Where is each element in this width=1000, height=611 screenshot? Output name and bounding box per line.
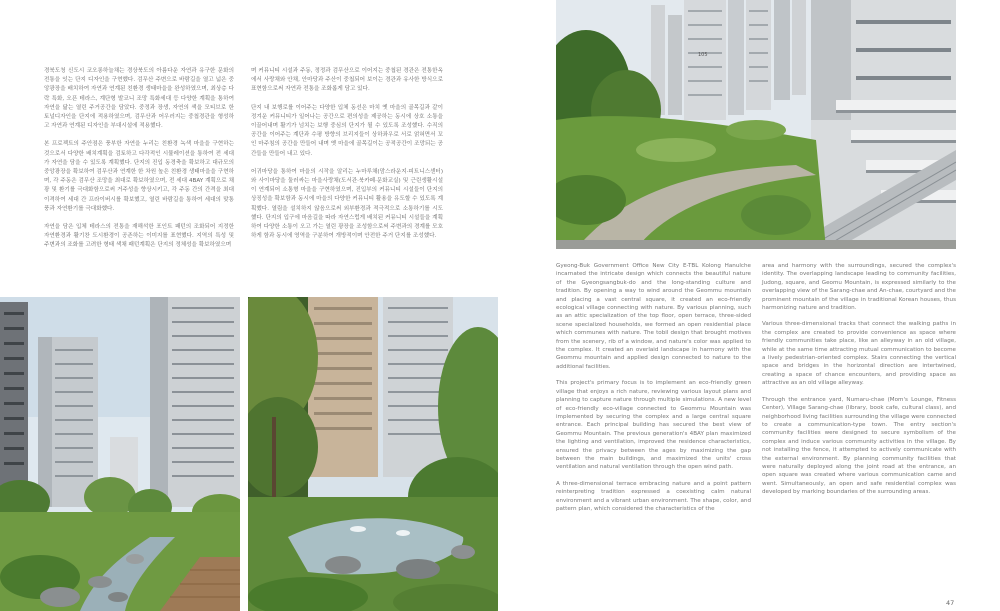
building-number-label: 105 (698, 52, 708, 58)
korean-paragraph: 경북도청 신도시 코오롱하늘채는 경상북도의 아름다운 자연과 유구한 문화의 전통을 잇는 단지 디자인을 구현했다. 검무산 주변으로 바람길을 열고 넓은 중앙광장을 배치하여 자연과 연계된 친환경 생태마을을 완성하였으며, 최상층 다락 특화, 오픈 테라스, 계단형 발코니 조망 특화세대 등 다양한 계획을 통하여 자연을 닮는 열린 주거공간을 담았다. 중정과 장생, 자연의 색을 모티브로 한 토널디자인을 단지에 적용하였으며, 검무산과 어우러지는 중첩경관을 형성하고 자연과 연계된 디자인을 부대시설에 적용했다. (44, 68, 234, 130)
english-paragraph: This project's primary focus is to implement an eco-friendly green village that enjoys a rich nature, reviewing various layout plans and planning to capture nature through multiple simulations. A new level of eco-friendly eco-village connected to Geommu Mountain was implemented by securing the complex and a large central square entrance. Each principal building has secured the best view of Geommu Mountain. The previous generation's 4BAY plan maximized the lighting and ventilation, improved the residence characteristics, ensured the privacy between the ages by maximizing the gap between the main buildings, and maximized the units' cross ventilation and natural ventilation through the open wind path. (556, 380, 751, 471)
korean-paragraph: 어귀마당을 통하여 마을의 시작을 알리는 누마루채(맘스라운지·피트니스센터)와 사이마당을 둘러싸는 마을사랑채(도서관·북카페·문화교실) 및 근린생활시설이 연계되어 소통형 마을을 구현하였으며, 진입부의 커뮤니티 시설들이 단지의 상징성을 확보함과 동시에 마을의 다양한 커뮤니티 활용을 유도할 수 있도록 계획했다. 열림을 설치하지 않음으로써 외부환경과 적극적으로 소통하기를 시도했다. 단지의 입구에 마음길을 따라 자연스럽게 배치된 커뮤니티 시설들을 계획하여 다양한 소통이 오고 가는 열린 광장을 조성함으로써 주변과의 경계를 모호하게 함과 동시에 영역을 구분하여 개방적이며 안전한 주거 단지를 조성했다. (251, 168, 443, 240)
english-paragraph: Gyeong-Buk Government Office New City E-TBL Kolong Hanulche incarnated the intricate design which connects the beautiful nature of the Gyeongsangbuk-do and the long-standing culture and tradition. By opening a way to wind around the Geommu mountain and placing a vast central square, it created an eco-friendly ecological village connecting with nature. By various planning, such as an attic specialization of the top floor, open terrace, three-sided scene specialized households, we formed an open residential place which communes with nature. The tobil design that brought motives from the scenery, rib of a window, and nature's color was applied to the complex. It created an overlaid landscape in harmony with the Geommu mountain and applied design connected to nature to the additional facilities. (556, 263, 751, 370)
korean-paragraph: 단지 내 보행로를 이어주는 다양한 입체 동선은 마치 옛 마을의 골목길과 같이 정겨운 커뮤니티가 일어나는 공간으로 편의성을 제공하는 동시에 상호 소통을 이끌어내며 활기가 넘치는 보행 중심의 단지가 될 수 있도록 조성했다. 수직의 공간을 이어주는 계단과 수평 방향의 브리지들이 상하좌우로 서로 얽혀면서 꼬인 마주침의 공간을 만들어 내며 옛 마을에 골목길이는 공적공간이 조망되는 공간들을 만들어 내고 있다. (251, 104, 443, 157)
photo-terraced-complex (556, 0, 956, 249)
korean-paragraph: 자연을 담은 입체 테라스의 전통을 재해석한 포인트 패턴의 조화되어 지정한 자연환경과 활기찬 도시환경이 공존하는 이미지를 표현했다. 지역의 특성 및 주변과의 조화를 고려한 형태 색채 패턴계획은 단지의 정체성을 확보하였으며 (44, 224, 234, 249)
english-paragraph: Various three-dimensional tracks that connect the walking paths in the complex are created to provide convenience as space where friendly communities take place, like an alleyway in an old village, while at the same time attracting mutual communication to become a lively pedestrian-oriented complex. Stairs connecting the vertical space and bridges in the horizontal direction are intertwined, creating a space of chance encounters, and providing space as attractive as an old village alleyway. (762, 321, 956, 387)
korean-paragraph: 본 프로젝트의 주안점은 풍부한 자연을 누리는 친환경 녹색 마을을 구현하는 것으로서 다양한 배치계획을 검토하고 다각적인 시뮬레이션을 통하여 전 세대가 자연을 담을 수 있도록 계획했다. 단지의 진입 동경축을 확보하고 대규모의 중앙광장을 확보하여 검무산과 연계한 한 차원 높은 친환경 생태마을을 구현하며, 각 주동은 검무산 조망을 최대로 확보하였으며, 전 세대 4BAY 계획으로 채광 및 환기를 극대화함으로써 거주성을 향상시키고, 각 주동 간의 간격을 최대 이격하여 세대 간 프라이버시를 확보했고, 열린 바람길을 통하여 세대의 맞통풍과 자연환기를 극대화했다. (44, 141, 234, 212)
photo-towers-stream (0, 297, 240, 611)
korean-text-column-1 (44, 67, 234, 260)
english-paragraph: Through the entrance yard, Numaru-chae (Mom's Lounge, Fitness Center), Village Sarang-chae (library, book cafe, cultural class), and neighborhood living facilities surrounding the village were connected to create a communication-type town. The entry section's community facilities were designed to secure symbolism of the complex and induce various community activities in the village. By not installing the fence, it attempted to actively communicate with the external environment. By planning community facilities that were naturally deployed along the joint road at the entrance, an open square was created where various communication came and went. Simultaneously, an open and safe residential complex was developed by marking boundaries of the surrounding areas. (762, 396, 956, 496)
english-text-column-2 (762, 262, 956, 505)
korean-paragraph: 며 커뮤니티 시설과 주동, 정정과 검무산으로 이어지는 중첩된 경관은 전통한옥에서 사랑채와 안채, 안마당과 주산이 중첩되어 보이는 경관과 유사한 방식으로 표현함으로써 자연과 전통을 조화롭게 담고 있다. (251, 68, 443, 93)
english-paragraph: area and harmony with the surroundings, secured the complex's identity. The overlapping landscape leading to community facilities, Judong, square, and Geomu Mountain, is expressed similarly to the overlapping view of the Sarang-chae and An-chae, courtyard and the prominent mountain of the village in traditional Korean houses, thus harmonizing nature and tradition. (762, 263, 956, 312)
page-number: 47 (946, 599, 955, 607)
korean-text-column-2 (251, 67, 443, 250)
photo-garden-pond (248, 297, 498, 611)
english-paragraph: A three-dimensional terrace embracing nature and a point pattern reinterpreting tradition expressed a coexisting calm natural environment and a vibrant urban environment. The shape, color, and pattern plan, which considered the characteristics of the (556, 480, 751, 512)
english-text-column-1 (556, 262, 751, 521)
